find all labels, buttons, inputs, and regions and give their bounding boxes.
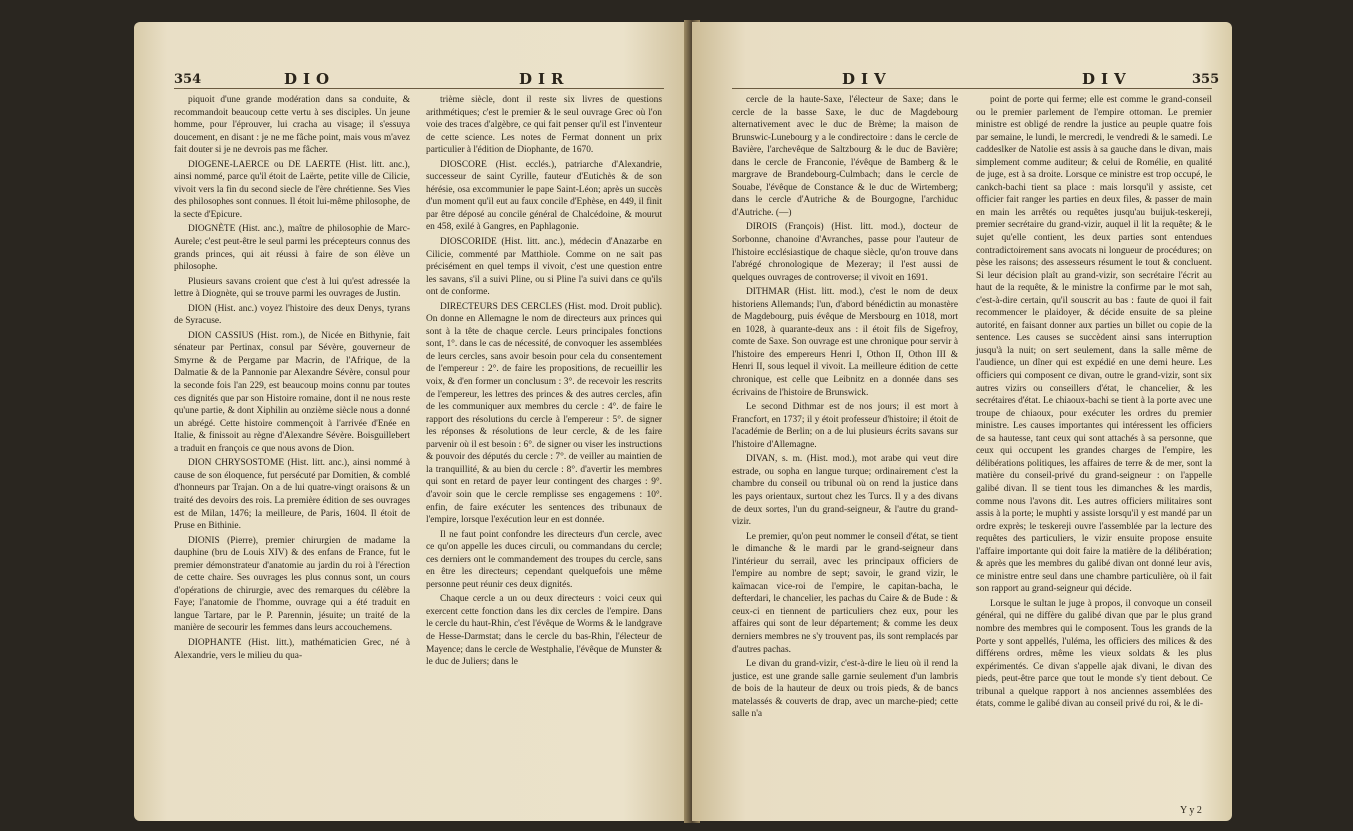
left-running-head-right: DIR bbox=[519, 70, 570, 88]
paragraph: DION CASSIUS (Hist. rom.), de Nicée en Bithynie, fait sénateur par Pertinax, consul par Sévère, gouverneur de Smyrne & de Pergame par Macrin, de l'Afrique, de la Dalmatie & de la Pannonie par Alexandre Sévère, consul pour la seconde fois l'an 229, est beaucoup moins connu par toutes ces dignités que par son Histoire romaine, dont il ne nous reste qu'une partie, & dont Xiphilin au onzième siècle nous a donné un abrégé. Cette histoire commençoit à l'arrivée d'Enée en Italie, & finissoit au règne d'Alexandre Sévère. Boisguillebert a traduit en françois ce que nous avons de Dion. bbox=[174, 330, 410, 454]
left-column-1 bbox=[174, 94, 410, 662]
right-header-rule bbox=[732, 88, 1212, 89]
paragraph: point de porte qui ferme; elle est comme le grand-conseil ou le premier parlement de l'empire ottoman. Le premier ministre est obligé de rendre la justice au peuple quatre fois par semaine, le lundi, le mercredi, le vendredi & le samedi. Le caddeslker de Natolie est assis à sa gauche dans le divan, mais simplement comme auditeur; & celui de Romélie, en qualité de juge, est à sa droite. Lorsque ce ministre est trop occupé, le cankch-bachi tient sa place : mais lorsqu'il y assiste, cet officier fait ranger les parties en deux files, & passer de main en main les arrêtés ou requêtes jusqu'au buijuk-teskereji, premier secrétaire du grand-vizir, auquel il lit la requête; & le sujet qu'elle contient, les deux parties sont entendues contradictoirement sans avocats ni longueur de procédures; on pèse les raisons; des assesseurs résument le tout & concluent. Si leur décision plaît au grand-vizir, son secrétaire l'écrit au haut de la requête, & le ministre la confirme par le mot sah, c'est-à-dire certain, qu'il souscrit au bas : faute de quoi il fait recommencer le plaidoyer, & décide ensuite de sa pleine autorité, en faisant donner aux parties un billet ou copie de la sentence. Les causes se succèdent ainsi sans interruption jusqu'à la nuit; on sert seulement, dans la salle même de l'audience, un dîner qui est expédié en une demi heure. Les officiers qui composent ce divan, outre le grand-vizir, sont six autres vizirs ou conseillers d'état, le chancelier, & les secrétaires d'état. Le chiaoux-bachi se tient à la porte avec une troupe de chiaoux, pour exécuter les ordres du premier ministre. Les causes importantes qui intéressent les officiers de sa hautesse, tant ceux qui sont attachés à sa personne, que ceux qui occupent les grandes charges de l'empire, les délibérations politiques, les affaires de terre & de mer, sont la matière du conseil-privé du grand-seigneur : on l'appelle galibé divan. Il se tient tous les dimanches & les mardis, comme nous l'avons dit. Les autres officiers militaires sont assis à la porte; le muphti y assiste lorsqu'il y est mandé par un ordre exprès; le teskereji ouvre l'assemblée par la lecture des requêtes des particuliers, le vizir ensuite propose ensuite l'affaire importante qui doit faire la matière de la délibération; & après que les membres du galibé divan ont donné leur avis, ce ministre entre seul dans une chambre particulière, où il fait son rapport au grand-seigneur qui décide. bbox=[976, 95, 1212, 595]
paragraph: DIRECTEURS DES CERCLES (Hist. mod. Droit public). On donne en Allemagne le nom de directeurs aux princes qui sont à la tête de chaque cercle. Leurs principales fonctions sont, 1°. dans le cas de nécessité, de convoquer les assemblées de leurs cercles, sans avoir besoin pour cela du consentement de l'empereur : 2°. de faire les propositions, de recueillir les voix, & d'en former un conclusum : 3°. de recevoir les rescrits de l'empereur, les lettres des princes & des autres cercles, afin de les communiquer aux membres du cercle : 4°. de faire le rapport des résolutions du cercle à l'empereur : 5°. de signer les réponses & résolutions de leur cercle, & de les faire parvenir où il est besoin : 6°. de signer ou viser les instructions & pouvoir des députés du cercle : 7°. de veiller au maintien de la tranquillité, & au bien du cercle : 8°. d'avertir les membres qui sont en retard de payer leur contingent des charges : 9°. d'avoir soin que le cercle remplisse ses engagemens : 10°. enfin, de faire exécuter les sentences des tribunaux de l'empire, lorsque l'exécution leur en est donnée. bbox=[426, 301, 662, 526]
paragraph: DIVAN, s. m. (Hist. mod.), mot arabe qui veut dire estrade, ou sopha en langue turque; ordinairement c'est la chambre du conseil ou tribunal où on rend la justice dans les pays orientaux, surtout chez les Turcs. Il y a des divans de deux sortes, l'un du grand-seigneur, & l'autre du grand-vizir. bbox=[732, 454, 958, 528]
left-column-2 bbox=[426, 94, 662, 669]
right-page-number: 355 bbox=[1192, 72, 1220, 87]
paragraph: DIOSCORE (Hist. ecclés.), patriarche d'Alexandrie, successeur de saint Cyrille, fauteur d'Eutichès & de son hérésie, osa excommunier le pape Saint-Léon; après un succès d'un moment qu'il eut au faux concile d'Ephèse, en 449, il finit par être déposé au concile général de Chalcédoine, & mourut en 458, exilé à Gangres, en Paphlagonie. bbox=[426, 159, 662, 233]
left-page-number: 354 bbox=[174, 72, 202, 87]
left-header-rule bbox=[174, 88, 664, 89]
paragraph: DIOSCORIDE (Hist. litt. anc.), médecin d'Anazarbe en Cilicie, commenté par Matthiole. Comme on ne sait pas précisément en quel temps il vivoit, c'est une question entre les savans, s'il a suivi Pline, ou si Pline l'a suivi dans ce qu'ils ont de conforme. bbox=[426, 237, 662, 298]
paragraph: Lorsque le sultan le juge à propos, il convoque un conseil général, qui ne diffère du galibé divan que par le plus grand nombre des membres qui le composent. Tous les grands de la Porte y sont appellés, l'uléma, les officiers des milices & des différens ordres, même les vieux soldats & les plus expérimentés. Ce divan s'appelle ajak divani, le divan des pieds, peut-être parce que tout le monde s'y tient debout. Ce tribunal a quelque rapport à nos anciennes assemblées des états, comme le galibé divan au conseil privé du roi, & le di- bbox=[976, 598, 1212, 710]
right-page bbox=[692, 22, 1232, 821]
paragraph: trième siècle, dont il reste six livres de questions arithmétiques; c'est le premier & le seul ouvrage Grec où l'on voie des traces d'algèbre, ce qui fait penser qu'il est l'inventeur de cette science. Les notes de Fermat donnent un prix particulier à l'édition de Diophante, de 1670. bbox=[426, 95, 662, 156]
paragraph: Le second Dithmar est de nos jours; il est mort à Francfort, en 1737; il y étoit professeur d'histoire; il étoit de l'académie de Berlin; on a de lui plusieurs écrits savans sur l'histoire d'Allemagne. bbox=[732, 402, 958, 450]
right-column-1 bbox=[732, 94, 958, 721]
paragraph: Plusieurs savans croient que c'est à lui qu'est adressée la lettre à Diognète, qui se trouve parmi les ouvrages de Justin. bbox=[174, 276, 410, 300]
paragraph: DIOGENE-LAERCE ou DE LAERTE (Hist. litt. anc.), ainsi nommé, parce qu'il étoit de Laërte, petite ville de Cilicie, vivoit vers la fin du second siecle de l'ère chrétienne. Ses Vies des philosophes sont connues. Il étoit lui-même philosophe, de la secte d'Epicure. bbox=[174, 159, 410, 220]
paragraph: Le divan du grand-vizir, c'est-à-dire le lieu où il rend la justice, est une grande salle garnie seulement d'un lambris de bois de la hauteur de deux ou trois pieds, & de bancs matelassés & couverts de drap, avec un marche-pied; cette salle n'a bbox=[732, 659, 958, 720]
paragraph: DIROIS (François) (Hist. litt. mod.), docteur de Sorbonne, chanoine d'Avranches, passe pour l'auteur de l'histoire ecclésiastique de chaque siècle, qu'on trouve dans l'abrégé chronologique de Mezeray; il l'est aussi de quelques ouvrages de controverse; il vivoit en 1691. bbox=[732, 222, 958, 283]
right-running-head-right: DIV bbox=[1082, 70, 1132, 88]
paragraph: piquoit d'une grande modération dans sa conduite, & recommandoit beaucoup cette vertu à ses disciples. Un jeune homme, pour l'éprouver, lui cracha au visage; il s'essuya doucement, en disant : je ne me fâche point, mais vous m'avez fait douter si je ne devrois pas me fâcher. bbox=[174, 95, 410, 156]
right-column-2 bbox=[976, 94, 1212, 711]
right-running-head-left: DIV bbox=[842, 70, 892, 88]
left-running-head-left: DIO bbox=[284, 70, 336, 88]
paragraph: DITHMAR (Hist. litt. mod.), c'est le nom de deux historiens Allemands; l'un, d'abord bénédictin au monastère de Magdebourg, puis évêque de Mersbourg en 1018, mort en 1028, à quarante-deux ans : il étoit fils de Sigefroy, comte de Saxe. Son ouvrage est une chronique pour servir à l'histoire des empereurs Henri I, Othon II, Othon III & Henri II, sous lequel il vivoit. La meilleure édition de cette chronique, est celle que Leibnitz en a donnée dans ses écrivains de l'histoire de Brunswick. bbox=[732, 287, 958, 398]
paragraph: Le premier, qu'on peut nommer le conseil d'état, se tient le dimanche & le mardi par le grand-seigneur dans l'intérieur du serrail, avec les principaux officiers de l'empire au nombre de sept; savoir, le grand vizir, le kaïmacan vice-roi de l'empire, le capitan-bacha, le defterdari, le chancelier, les pachas du Caire & de Bude : & ceux-ci en tiennent de particuliers chez eux, pour les affaires qui sont de leur département; & comme les deux derniers membres ne s'y trouvent pas, ils sont remplacés par d'autres pachas. bbox=[732, 531, 958, 655]
paragraph: DIOGNÈTE (Hist. anc.), maître de philosophie de Marc-Aurele; c'est peut-être le seul parmi les précepteurs connus des grands princes, qui ait réussi à faire de son élève un philosophe. bbox=[174, 224, 410, 273]
paragraph: DIOPHANTE (Hist. litt.), mathématicien Grec, né à Alexandrie, vers le milieu du qua- bbox=[174, 637, 410, 661]
paragraph: cercle de la haute-Saxe, l'électeur de Saxe; dans le cercle de la basse Saxe, le duc de Magdebourg alternativement avec le duc de Brème; la maison de Brunswic-Lunebourg y a le condirectoire : dans le cercle de Bavière, l'archevêque de Saltzbourg & le duc de Bavière; dans le cercle de Franconie, l'évêque de Bamberg & le margrave de Brandebourg-Culmbach; dans le cercle de Souabe, l'évêque de Constance & le duc de Wirtemberg; dans le cercle d'Autriche & de Bourgogne, l'archiduc d'Autriche. (—) bbox=[732, 95, 958, 218]
left-page bbox=[134, 22, 690, 821]
paragraph: DIONIS (Pierre), premier chirurgien de madame la dauphine (bru de Louis XIV) & des enfans de France, fut le premier démonstrateur d'anatomie au jardin du roi à l'érection de cette chaire. Ses ouvrages les plus connus sont, un cours d'opérations de chirurgie, avec des remarques du célèbre la Faye; l'anatomie de l'homme, ouvrage qui a été traduit en langue Tartare, par le P. Parennin, jésuite; un traité de la manière de secourir les femmes dans leurs accouchemens. bbox=[174, 535, 410, 634]
paragraph: DION (Hist. anc.) voyez l'histoire des deux Denys, tyrans de Syracuse. bbox=[174, 303, 410, 327]
page-signature: Y y 2 bbox=[1180, 805, 1202, 816]
paragraph: Il ne faut point confondre les directeurs d'un cercle, avec ce qu'on appelle les duces circuli, ou commandans du cercle; ces derniers ont le commandement des troupes du cercle, sans en être les directeurs; cependant quelquefois une même personne peut réunir ces deux dignités. bbox=[426, 529, 662, 590]
paragraph: DION CHRYSOSTOME (Hist. litt. anc.), ainsi nommé à cause de son éloquence, fut persécuté par Domitien, & comblé d'honneurs par Trajan. On a de lui quatre-vingt oraisons & un traité des devoirs des rois. La première édition de ses ouvrages est de Milan, 1476; la meilleure, de Paris, 1604. Il étoit de Pruse en Bithinie. bbox=[174, 458, 410, 532]
paragraph: Chaque cercle a un ou deux directeurs : voici ceux qui exercent cette fonction dans les dix cercles de l'empire. Dans le cercle du haut-Rhin, c'est l'évêque de Worms & le landgrave de Hesse-Darmstat; dans le cercle du bas-Rhin, l'électeur de Mayence; dans le cercle de Westphalie, l'évêque de Munster & le duc de Juliers; dans le bbox=[426, 594, 662, 668]
